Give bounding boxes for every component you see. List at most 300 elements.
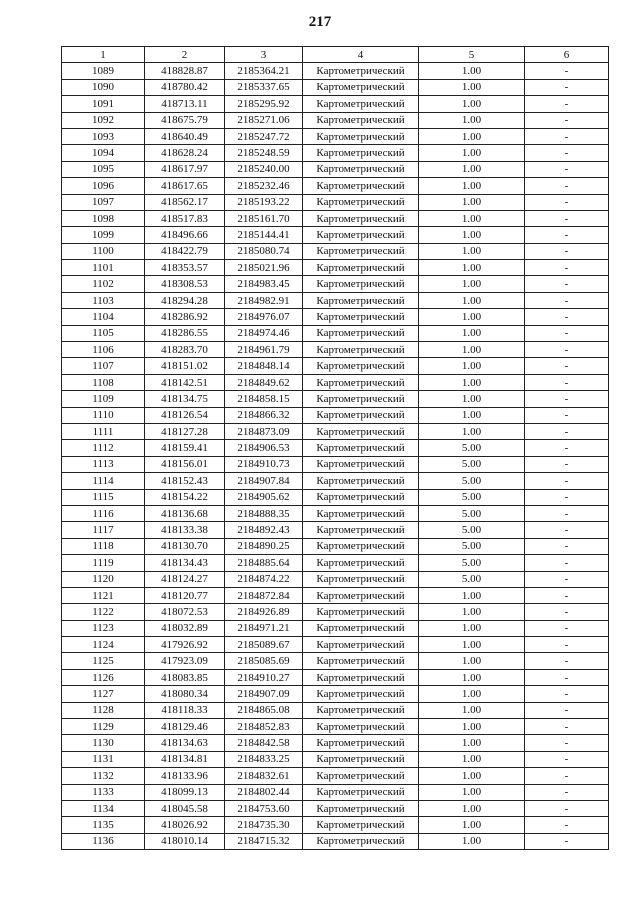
table-cell: Картометрический	[303, 96, 419, 112]
table-cell: 418120.77	[145, 587, 225, 603]
table-cell: 1.00	[419, 358, 525, 374]
table-cell: 2185271.06	[225, 112, 303, 128]
table-cell: 418422.79	[145, 243, 225, 259]
table-cell: Картометрический	[303, 473, 419, 489]
table-cell: 2184885.64	[225, 555, 303, 571]
table-cell: Картометрический	[303, 342, 419, 358]
table-cell: 2185089.67	[225, 637, 303, 653]
table-row	[62, 555, 609, 571]
table-cell: Картометрический	[303, 833, 419, 849]
table-row	[62, 456, 609, 472]
page-number: 217	[308, 14, 332, 30]
table-row	[62, 161, 609, 177]
table-cell: 1112	[62, 440, 145, 456]
table-cell: 418136.68	[145, 505, 225, 521]
table-cell: Картометрический	[303, 260, 419, 276]
table-row	[62, 702, 609, 718]
table-cell: Картометрический	[303, 391, 419, 407]
table-row	[62, 735, 609, 751]
table-cell: 1.00	[419, 719, 525, 735]
table-cell: 2184906.53	[225, 440, 303, 456]
table-cell: Картометрический	[303, 702, 419, 718]
table-row	[62, 669, 609, 685]
table-cell: Картометрический	[303, 358, 419, 374]
table-cell: 418134.75	[145, 391, 225, 407]
table-cell: 1.00	[419, 276, 525, 292]
table-cell: 1.00	[419, 63, 525, 79]
table-row	[62, 751, 609, 767]
table-cell: 2184926.89	[225, 604, 303, 620]
table-cell: 2184849.62	[225, 374, 303, 390]
table-cell: -	[525, 243, 609, 259]
table-cell: 2184892.43	[225, 522, 303, 538]
table-cell: -	[525, 260, 609, 276]
table-cell: 418142.51	[145, 374, 225, 390]
table-cell: 1117	[62, 522, 145, 538]
table-cell: 1.00	[419, 79, 525, 95]
table-cell: 2184715.32	[225, 833, 303, 849]
table-cell: 418286.92	[145, 309, 225, 325]
table-cell: 1132	[62, 768, 145, 784]
table-cell: 1.00	[419, 768, 525, 784]
table-cell: 1104	[62, 309, 145, 325]
table-cell: -	[525, 325, 609, 341]
table-cell: 418828.87	[145, 63, 225, 79]
table-cell: 1092	[62, 112, 145, 128]
table-cell: 1122	[62, 604, 145, 620]
table-cell: 1119	[62, 555, 145, 571]
table-cell: -	[525, 473, 609, 489]
table-cell: 1.00	[419, 817, 525, 833]
table-cell: -	[525, 800, 609, 816]
table-cell: Картометрический	[303, 276, 419, 292]
table-cell: -	[525, 309, 609, 325]
table-cell: 2184848.14	[225, 358, 303, 374]
table-row	[62, 686, 609, 702]
table-cell: -	[525, 505, 609, 521]
table-cell: 2184872.84	[225, 587, 303, 603]
table-row	[62, 391, 609, 407]
table-cell: 1123	[62, 620, 145, 636]
table-cell: 1.00	[419, 325, 525, 341]
table-cell: 1116	[62, 505, 145, 521]
table-cell: Картометрический	[303, 407, 419, 423]
table-cell: 418353.57	[145, 260, 225, 276]
table-cell: 1124	[62, 637, 145, 653]
table-row	[62, 374, 609, 390]
table-cell: Картометрический	[303, 374, 419, 390]
table-cell: 1126	[62, 669, 145, 685]
table-cell: -	[525, 817, 609, 833]
table-row	[62, 719, 609, 735]
table-cell: 1.00	[419, 669, 525, 685]
table-cell: 2185337.65	[225, 79, 303, 95]
header-cell: 4	[303, 47, 419, 63]
table-cell: 2184858.15	[225, 391, 303, 407]
table-cell: 1089	[62, 63, 145, 79]
table-cell: 2185295.92	[225, 96, 303, 112]
table-row	[62, 358, 609, 374]
table-cell: -	[525, 604, 609, 620]
table-cell: -	[525, 620, 609, 636]
table-cell: -	[525, 79, 609, 95]
table-cell: 1.00	[419, 653, 525, 669]
table-cell: -	[525, 342, 609, 358]
table-row	[62, 817, 609, 833]
table-cell: 418133.38	[145, 522, 225, 538]
table-cell: 1.00	[419, 309, 525, 325]
table-cell: 1110	[62, 407, 145, 423]
header-cell: 6	[525, 47, 609, 63]
table-cell: 2184890.25	[225, 538, 303, 554]
table-cell: -	[525, 587, 609, 603]
table-cell: 2184852.83	[225, 719, 303, 735]
table-cell: 1106	[62, 342, 145, 358]
table-cell: Картометрический	[303, 555, 419, 571]
table-cell: -	[525, 735, 609, 751]
table-cell: 1.00	[419, 227, 525, 243]
table-row	[62, 407, 609, 423]
table-row	[62, 620, 609, 636]
table-cell: 1129	[62, 719, 145, 735]
table-cell: -	[525, 489, 609, 505]
table-cell: Картометрический	[303, 456, 419, 472]
table-cell: -	[525, 669, 609, 685]
table-cell: 1102	[62, 276, 145, 292]
table-row	[62, 587, 609, 603]
table-cell: 1.00	[419, 292, 525, 308]
table-cell: -	[525, 538, 609, 554]
table-cell: 2184832.61	[225, 768, 303, 784]
table-cell: 418152.43	[145, 473, 225, 489]
table-cell: 1097	[62, 194, 145, 210]
table-cell: 418126.54	[145, 407, 225, 423]
header-cell: 3	[225, 47, 303, 63]
table-cell: 418127.28	[145, 423, 225, 439]
table-row	[62, 96, 609, 112]
header-row	[62, 47, 609, 63]
table-cell: Картометрический	[303, 440, 419, 456]
table-cell: 2184865.08	[225, 702, 303, 718]
table-row	[62, 194, 609, 210]
table-cell: 418133.96	[145, 768, 225, 784]
table-cell: 418628.24	[145, 145, 225, 161]
table-cell: -	[525, 161, 609, 177]
table-cell: 418124.27	[145, 571, 225, 587]
table-row	[62, 473, 609, 489]
table-cell: 1.00	[419, 210, 525, 226]
table-cell: Картометрический	[303, 161, 419, 177]
table-cell: Картометрический	[303, 817, 419, 833]
table-cell: 2184842.58	[225, 735, 303, 751]
table-row	[62, 178, 609, 194]
table-cell: 5.00	[419, 571, 525, 587]
table-cell: 2185240.00	[225, 161, 303, 177]
table-cell: 2184802.44	[225, 784, 303, 800]
table-cell: 1094	[62, 145, 145, 161]
table-cell: 418026.92	[145, 817, 225, 833]
table-row	[62, 833, 609, 849]
table-cell: Картометрический	[303, 292, 419, 308]
table-cell: -	[525, 292, 609, 308]
table-cell: 418159.41	[145, 440, 225, 456]
table-row	[62, 440, 609, 456]
table-cell: 1107	[62, 358, 145, 374]
table-cell: 1103	[62, 292, 145, 308]
table-row	[62, 522, 609, 538]
table-cell: -	[525, 194, 609, 210]
table-cell: 417926.92	[145, 637, 225, 653]
table-cell: 1098	[62, 210, 145, 226]
table-cell: 418283.70	[145, 342, 225, 358]
table-cell: -	[525, 96, 609, 112]
table-row	[62, 292, 609, 308]
table-cell: 2185364.21	[225, 63, 303, 79]
table-cell: 418294.28	[145, 292, 225, 308]
coordinates-table	[61, 46, 609, 850]
table-cell: -	[525, 374, 609, 390]
table-cell: Картометрический	[303, 243, 419, 259]
table-cell: Картометрический	[303, 210, 419, 226]
table-cell: 2185161.70	[225, 210, 303, 226]
table-cell: 418517.83	[145, 210, 225, 226]
table-cell: Картометрический	[303, 489, 419, 505]
table-cell: -	[525, 227, 609, 243]
table-cell: 1.00	[419, 735, 525, 751]
table-cell: 418130.70	[145, 538, 225, 554]
table-cell: 2185193.22	[225, 194, 303, 210]
table-row	[62, 342, 609, 358]
table-cell: 2185085.69	[225, 653, 303, 669]
table-cell: 1.00	[419, 833, 525, 849]
table-cell: Картометрический	[303, 79, 419, 95]
table-cell: -	[525, 63, 609, 79]
table-cell: 5.00	[419, 505, 525, 521]
table-cell: 418640.49	[145, 128, 225, 144]
table-row	[62, 784, 609, 800]
table-cell: 5.00	[419, 522, 525, 538]
table-row	[62, 423, 609, 439]
table-cell: -	[525, 702, 609, 718]
table-cell: -	[525, 555, 609, 571]
table-cell: -	[525, 751, 609, 767]
table-row	[62, 309, 609, 325]
table-cell: Картометрический	[303, 637, 419, 653]
table-cell: 1.00	[419, 161, 525, 177]
table-cell: 2184907.84	[225, 473, 303, 489]
table-cell: 2184905.62	[225, 489, 303, 505]
table-cell: 1.00	[419, 112, 525, 128]
table-cell: 1121	[62, 587, 145, 603]
table-cell: Картометрический	[303, 505, 419, 521]
table-cell: 1.00	[419, 620, 525, 636]
table-cell: 1.00	[419, 407, 525, 423]
table-cell: Картометрический	[303, 227, 419, 243]
table-cell: 418072.53	[145, 604, 225, 620]
table-cell: Картометрический	[303, 604, 419, 620]
table-cell: Картометрический	[303, 145, 419, 161]
table-cell: 2184974.46	[225, 325, 303, 341]
table-row	[62, 227, 609, 243]
table-row	[62, 489, 609, 505]
table-cell: 418010.14	[145, 833, 225, 849]
table-row	[62, 260, 609, 276]
table-cell: 418151.02	[145, 358, 225, 374]
table-cell: 1120	[62, 571, 145, 587]
table-cell: Картометрический	[303, 194, 419, 210]
table-cell: 418675.79	[145, 112, 225, 128]
table-cell: Картометрический	[303, 112, 419, 128]
table-cell: 418713.11	[145, 96, 225, 112]
table-cell: 5.00	[419, 440, 525, 456]
table-cell: 1096	[62, 178, 145, 194]
table-cell: 418156.01	[145, 456, 225, 472]
table-row	[62, 325, 609, 341]
table-cell: 418496.66	[145, 227, 225, 243]
table-cell: -	[525, 178, 609, 194]
table-cell: 418134.81	[145, 751, 225, 767]
table-cell: 1.00	[419, 243, 525, 259]
table-row	[62, 505, 609, 521]
table-row	[62, 112, 609, 128]
table-cell: 1.00	[419, 751, 525, 767]
table-cell: 1.00	[419, 423, 525, 439]
table-cell: -	[525, 456, 609, 472]
table-cell: 418562.17	[145, 194, 225, 210]
table-cell: 2184833.25	[225, 751, 303, 767]
table-cell: 5.00	[419, 555, 525, 571]
table-cell: -	[525, 637, 609, 653]
table-row	[62, 128, 609, 144]
table-cell: -	[525, 686, 609, 702]
table-cell: Картометрический	[303, 538, 419, 554]
table-cell: -	[525, 719, 609, 735]
table-cell: 2185247.72	[225, 128, 303, 144]
table-cell: 2184907.09	[225, 686, 303, 702]
table-cell: 1133	[62, 784, 145, 800]
header-cell: 5	[419, 47, 525, 63]
table-cell: -	[525, 210, 609, 226]
table-cell: 2184873.09	[225, 423, 303, 439]
table-cell: 418154.22	[145, 489, 225, 505]
table-cell: 2185080.74	[225, 243, 303, 259]
table-body	[62, 63, 609, 850]
table-cell: 1.00	[419, 702, 525, 718]
table-row	[62, 79, 609, 95]
table-cell: -	[525, 407, 609, 423]
table-cell: -	[525, 112, 609, 128]
table-cell: 2184961.79	[225, 342, 303, 358]
table-cell: 2184735.30	[225, 817, 303, 833]
table-cell: 2184874.22	[225, 571, 303, 587]
table-cell: Картометрический	[303, 800, 419, 816]
table-cell: 418083.85	[145, 669, 225, 685]
table-cell: 5.00	[419, 456, 525, 472]
table-row	[62, 571, 609, 587]
table-cell: 1.00	[419, 637, 525, 653]
table-cell: -	[525, 391, 609, 407]
table-cell: -	[525, 145, 609, 161]
table-cell: -	[525, 423, 609, 439]
table-row	[62, 768, 609, 784]
table-cell: Картометрический	[303, 522, 419, 538]
table-cell: -	[525, 128, 609, 144]
table-cell: 1090	[62, 79, 145, 95]
header-cell: 1	[62, 47, 145, 63]
header-cell: 2	[145, 47, 225, 63]
table-cell: 418045.58	[145, 800, 225, 816]
table-cell: 1128	[62, 702, 145, 718]
table-cell: 418617.97	[145, 161, 225, 177]
table-cell: 5.00	[419, 489, 525, 505]
table-row	[62, 800, 609, 816]
table-cell: 2184888.35	[225, 505, 303, 521]
table-cell: 2185021.96	[225, 260, 303, 276]
table-cell: 1.00	[419, 260, 525, 276]
table-cell: 418286.55	[145, 325, 225, 341]
table-cell: 1100	[62, 243, 145, 259]
table-cell: 2184983.45	[225, 276, 303, 292]
table-cell: 418080.34	[145, 686, 225, 702]
table-cell: 2184753.60	[225, 800, 303, 816]
table-cell: 1111	[62, 423, 145, 439]
table-cell: 1115	[62, 489, 145, 505]
table-row	[62, 637, 609, 653]
table-cell: Картометрический	[303, 784, 419, 800]
table-cell: 1.00	[419, 800, 525, 816]
table-cell: 2185232.46	[225, 178, 303, 194]
table-cell: 418129.46	[145, 719, 225, 735]
table-cell: 1130	[62, 735, 145, 751]
table-cell: -	[525, 833, 609, 849]
table-row	[62, 653, 609, 669]
table-cell: 1.00	[419, 342, 525, 358]
table-cell: Картометрический	[303, 571, 419, 587]
table-cell: 1093	[62, 128, 145, 144]
table-cell: 418118.33	[145, 702, 225, 718]
table-row	[62, 604, 609, 620]
table-cell: Картометрический	[303, 719, 419, 735]
table-cell: Картометрический	[303, 178, 419, 194]
table-cell: 2184910.27	[225, 669, 303, 685]
table-row	[62, 145, 609, 161]
table-cell: 1095	[62, 161, 145, 177]
table-cell: 418099.13	[145, 784, 225, 800]
table-cell: 2184976.07	[225, 309, 303, 325]
table-cell: 1113	[62, 456, 145, 472]
table-cell: 1.00	[419, 145, 525, 161]
table-cell: Картометрический	[303, 751, 419, 767]
table-cell: 1.00	[419, 391, 525, 407]
table-row	[62, 210, 609, 226]
table-cell: 1.00	[419, 374, 525, 390]
table-cell: -	[525, 784, 609, 800]
table-row	[62, 63, 609, 79]
table-cell: 1134	[62, 800, 145, 816]
table-cell: 418780.42	[145, 79, 225, 95]
table-cell: 1099	[62, 227, 145, 243]
table-cell: 1091	[62, 96, 145, 112]
table-cell: 1114	[62, 473, 145, 489]
table-cell: Картометрический	[303, 309, 419, 325]
table-cell: 1131	[62, 751, 145, 767]
table-cell: Картометрический	[303, 735, 419, 751]
table-cell: 1135	[62, 817, 145, 833]
table-cell: 1136	[62, 833, 145, 849]
table-cell: Картометрический	[303, 686, 419, 702]
table-cell: 5.00	[419, 538, 525, 554]
table-cell: -	[525, 522, 609, 538]
